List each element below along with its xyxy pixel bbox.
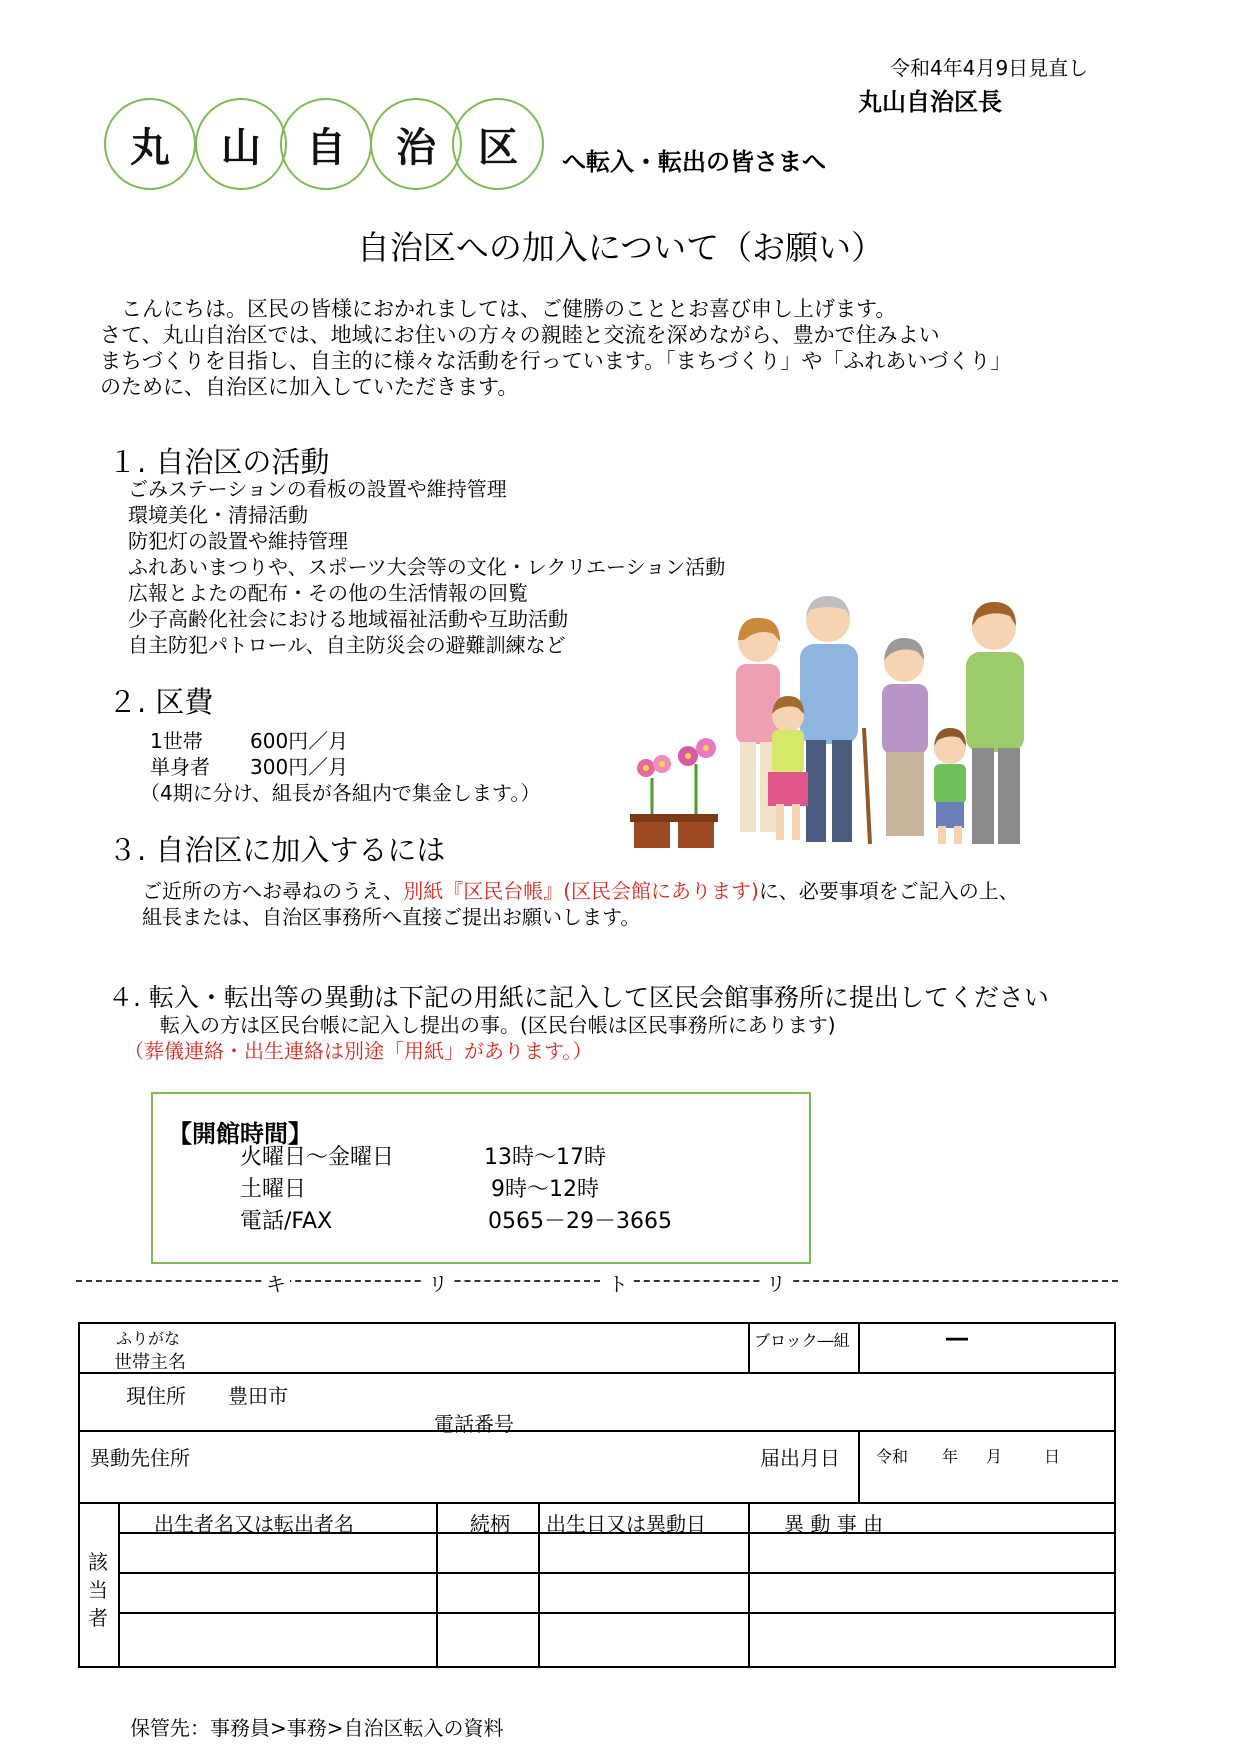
cut-char: リ xyxy=(762,1268,790,1297)
fee-single-value: 300円／月 xyxy=(250,755,349,779)
list-item: ふれあいまつりや、スポーツ大会等の文化・レクリエーション活動 xyxy=(128,555,726,579)
col-relation: 続柄 xyxy=(470,1512,510,1536)
person-label: 該 xyxy=(88,1550,108,1574)
date-year: 年 xyxy=(942,1447,959,1466)
section3-line2: 組長または、自治区事務所へ直接ご提出お願いします。 xyxy=(142,905,641,929)
title-circle-5: 区 xyxy=(452,98,544,190)
header-subtitle: へ転入・転出の皆さまへ xyxy=(562,148,826,176)
hours-title: 【開館時間】 xyxy=(168,1120,312,1148)
furigana-label: ふりがな xyxy=(116,1329,181,1348)
revision-date: 令和4年4月9日見直し xyxy=(890,56,1089,80)
section4-heading: ４. 転入・転出等の異動は下記の用紙に記入して区民会館事務所に提出してください xyxy=(108,983,1049,1012)
block-label: ブロック―組 xyxy=(754,1331,850,1350)
cut-line xyxy=(76,1280,1118,1282)
flower-pot-icon xyxy=(630,738,718,848)
block-dash: ― xyxy=(946,1326,968,1351)
list-item: 少子高齢化社会における地域福祉活動や互助活動 xyxy=(128,607,568,631)
title-circle-4: 治 xyxy=(370,98,462,190)
current-address-label: 現住所 xyxy=(126,1384,186,1408)
title-circle-1: 丸 xyxy=(104,98,196,190)
intro-text: こんにちは。区民の皆様におかれましては、ご健勝のこととお喜び申し上げます。 さて、丸山自治区では、地域にお住いの方々の親睦と交流を深めながら、豊かで住みよい まちづくりを目指し、自主的に様々な活動を行っています。「まちづくり」や「ふれあいづくり」 のために、自治区に加入していただきます。 xyxy=(100,297,1012,399)
hours-row-value: 13時～17時 xyxy=(484,1145,606,1170)
new-address-label: 異動先住所 xyxy=(90,1446,190,1470)
household-head-label: 世帯主名 xyxy=(114,1352,186,1373)
section1-heading: １. 自治区の活動 xyxy=(108,445,330,479)
author: 丸山自治区長 xyxy=(858,88,1002,116)
grandmother-figure xyxy=(882,638,928,836)
col-reason: 異 動 事 由 xyxy=(784,1512,884,1536)
col-name: 出生者名又は転出者名 xyxy=(154,1512,354,1536)
col-date: 出生日又は異動日 xyxy=(546,1512,706,1536)
father-figure xyxy=(966,602,1024,844)
list-item: ごみステーションの看板の設置や維持管理 xyxy=(128,477,507,501)
date-era: 令和 xyxy=(876,1447,909,1466)
cut-char: キ xyxy=(262,1268,290,1297)
family-illustration xyxy=(620,588,1040,858)
title-circle-3: 自 xyxy=(280,98,372,190)
fee-household-value: 600円／月 xyxy=(250,729,349,753)
boy-figure xyxy=(934,728,966,844)
date-month: 月 xyxy=(986,1447,1003,1466)
list-item: 自主防犯パトロール、自主防災会の避難訓練など xyxy=(128,633,566,657)
section2-heading: ２. 区費 xyxy=(108,685,214,719)
grandfather-figure xyxy=(800,596,870,844)
cut-char: リ xyxy=(424,1268,452,1297)
section4-line2: （葬儀連絡・出生連絡は別途「用紙」があります。） xyxy=(124,1039,593,1063)
storage-footer: 保管先：事務員>事務>自治区転入の資料 xyxy=(130,1716,504,1740)
fee-household-label: 1世帯 xyxy=(150,729,203,753)
date-day: 日 xyxy=(1044,1447,1061,1466)
person-label: 者 xyxy=(88,1606,108,1630)
list-item: 防犯灯の設置や維持管理 xyxy=(128,529,348,553)
notify-date-label: 届出月日 xyxy=(760,1446,840,1470)
phone-label: 電話番号 xyxy=(434,1412,514,1436)
section3-line1: ご近所の方へお尋ねのうえ、別紙『区民台帳』(区民会館にあります)に、必要事項をご記入の上、 xyxy=(142,879,1019,903)
hours-row-label: 火曜日～金曜日 xyxy=(240,1145,395,1170)
list-item: 環境美化・清掃活動 xyxy=(128,503,308,527)
hours-row-value: 9時～12時 xyxy=(484,1177,599,1202)
title-circle-2: 山 xyxy=(195,98,287,190)
main-title: 自治区への加入について（お願い） xyxy=(356,228,885,267)
section3-heading: ３. 自治区に加入するには xyxy=(108,833,446,867)
hours-row-label: 電話/FAX xyxy=(240,1209,333,1234)
hours-row-value: 0565－29－3665 xyxy=(488,1209,672,1234)
person-label: 当 xyxy=(88,1578,108,1602)
fee-single-label: 単身者 xyxy=(150,755,210,779)
current-address-city: 豊田市 xyxy=(228,1384,288,1408)
hours-row-label: 土曜日 xyxy=(240,1177,307,1202)
cut-char: ト xyxy=(604,1268,632,1297)
list-item: 広報とよたの配布・その他の生活情報の回覧 xyxy=(128,581,528,605)
section4-line1: 転入の方は区民台帳に記入し提出の事。(区民台帳は区民事務所にあります) xyxy=(160,1013,836,1037)
red-note: 別紙『区民台帳』(区民会館にあります) xyxy=(403,879,759,903)
registration-form xyxy=(78,1322,1116,1668)
fee-note: （4期に分け、組長が各組内で集金します。） xyxy=(140,781,541,805)
